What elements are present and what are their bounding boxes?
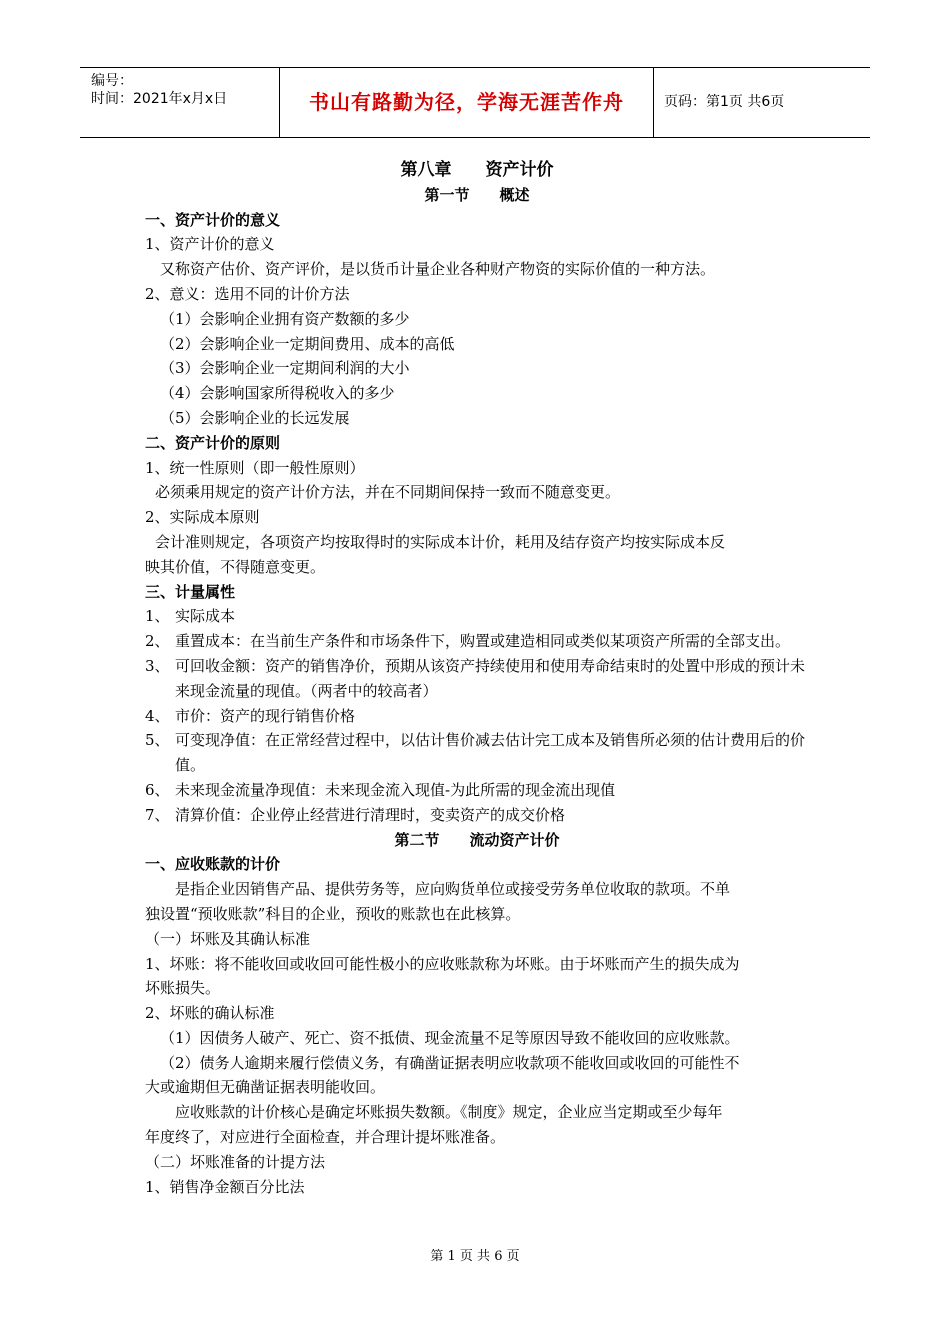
- section-title: 第一节 概述: [424, 185, 530, 204]
- paragraph: 又称资产估价、资产评价，是以货币计量企业各种财产物资的实际价值的一种方法。: [160, 260, 716, 279]
- section-title: 第二节 流动资产计价: [394, 830, 560, 849]
- paragraph: 年度终了，对应进行全面检查，并合理计提坏账准备。: [145, 1128, 506, 1147]
- list-item: （5）会影响企业的长远发展: [160, 408, 350, 427]
- page-footer: 第 1 页 共 6 页: [430, 1249, 520, 1264]
- list-item: （3）会影响企业一定期间利润的大小: [160, 359, 410, 378]
- list-number: 3、: [145, 656, 170, 675]
- list-item: （1）因债务人破产、死亡、资不抵债、现金流量不足等原因导致不能收回的应收账款。: [160, 1028, 740, 1047]
- list-item: [145, 654, 809, 704]
- list-text: 重置成本：在当前生产条件和市场条件下，购置或建造相同或类似某项资产所需的全部支出。: [175, 632, 791, 651]
- paragraph: 大或逾期但无确凿证据表明能收回。: [145, 1078, 386, 1097]
- paragraph: 应收账款的计价核心是确定坏账损失数额。《制度》规定，企业应当定期或至少每年: [175, 1103, 723, 1122]
- list-text: 可回收金额：资产的销售净价，预期从该资产持续使用和使用寿命结束时的处置中形成的预计未来现金流量的现值。（两者中的较高者）: [175, 656, 806, 700]
- paragraph: 1、销售净金额百分比法: [145, 1177, 305, 1196]
- list-text: 清算价值：企业停止经营进行清理时，变卖资产的成交价格: [175, 805, 566, 824]
- paragraph: 是指企业因销售产品、提供劳务等，应向购货单位或接受劳务单位收取的款项。不单: [175, 880, 731, 899]
- doc-number-label: 编号：: [91, 73, 133, 89]
- heading: 一、资产计价的意义: [145, 210, 281, 229]
- paragraph: 2、意义：选用不同的计价方法: [145, 284, 350, 303]
- heading: 二、资产计价的原则: [145, 433, 281, 452]
- list-item: （1）会影响企业拥有资产数额的多少: [160, 309, 410, 328]
- paragraph: 2、实际成本原则: [145, 508, 260, 527]
- paragraph: 映其价值，不得随意变更。: [145, 557, 326, 576]
- list-text: 可变现净值：在正常经营过程中，以估计售价减去估计完工成本及销售所必须的估计费用后的价值。: [175, 731, 806, 775]
- paragraph: 2、坏账的确认标准: [145, 1004, 275, 1023]
- subheading: （一）坏账及其确认标准: [145, 929, 311, 948]
- header-page-info: 页码：第1页 共6页: [664, 94, 785, 110]
- list-item: [145, 803, 809, 828]
- list-number: 5、: [145, 731, 170, 750]
- paragraph: 坏账损失。: [145, 979, 221, 998]
- paragraph: 独设置“预收账款”科目的企业，预收的账款也在此核算。: [145, 904, 521, 923]
- header-meta: [80, 68, 280, 137]
- list-item: [145, 778, 809, 803]
- list-text: 市价：资产的现行销售价格: [175, 706, 356, 725]
- list-number: 2、: [145, 632, 170, 651]
- paragraph: 必须乘用规定的资产计价方法，并在不同期间保持一致而不随意变更。: [155, 483, 621, 502]
- list-number: 1、: [145, 607, 170, 626]
- page-header: [80, 67, 870, 138]
- document-body: [145, 158, 809, 1199]
- list-item: [145, 604, 809, 629]
- paragraph: 1、坏账：将不能收回或收回可能性极小的应收账款称为坏账。由于坏账而产生的损失成为: [145, 954, 740, 973]
- paragraph: 会计准则规定，各项资产均按取得时的实际成本计价，耗用及结存资产均按实际成本反: [155, 532, 726, 551]
- list-number: 4、: [145, 706, 170, 725]
- heading: 三、计量属性: [145, 582, 236, 601]
- doc-time-label: 时间：2021年x月x日: [91, 91, 228, 107]
- paragraph: 1、资产计价的意义: [145, 235, 275, 254]
- list-item: [145, 629, 809, 654]
- list-text: 未来现金流量净现值：未来现金流入现值-为此所需的现金流出现值: [175, 780, 616, 799]
- list-item: （4）会影响国家所得税收入的多少: [160, 384, 395, 403]
- list-item: [145, 704, 809, 729]
- list-number: 7、: [145, 805, 170, 824]
- chapter-title: 第八章 资产计价: [400, 160, 554, 180]
- heading: 一、应收账款的计价: [145, 855, 281, 874]
- list-number: 6、: [145, 780, 170, 799]
- header-motto: 书山有路勤为径，学海无涯苦作舟: [280, 68, 654, 137]
- list-item: （2）债务人逾期来履行偿债义务，有确凿证据表明应收款项不能收回或收回的可能性不: [160, 1053, 740, 1072]
- subheading: （二）坏账准备的计提方法: [145, 1152, 326, 1171]
- list-text: 实际成本: [175, 607, 236, 626]
- list-item: [145, 728, 809, 778]
- list-item: （2）会影响企业一定期间费用、成本的高低: [160, 334, 455, 353]
- paragraph: 1、统一性原则（即一般性原则）: [145, 458, 365, 477]
